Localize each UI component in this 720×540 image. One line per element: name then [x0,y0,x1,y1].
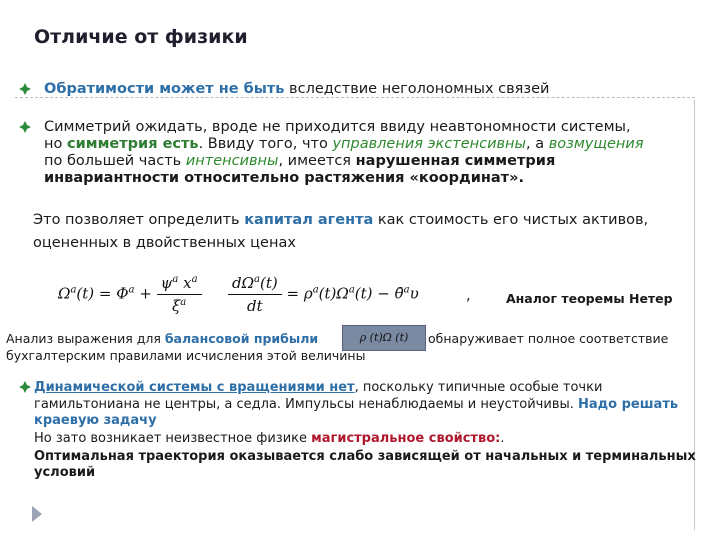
diamond-bullet-icon [18,82,32,96]
balance-profit-term: балансовой прибыли [164,331,319,346]
text-fragment: гамильтониана не центры, а седла. Импульсы ненаблюдаемы и неустойчивы. [34,397,579,412]
bullet-reversibility [44,81,549,98]
reversibility-term: Обратимости может не быть [44,81,285,97]
capital-formula: $\Omega^a(t) = \Phi^a$ + $\frac{\psi^a x^a}{\xi^a}$ [58,274,202,315]
no-rotations-term: Динамической системы с вращениями нет [34,380,355,395]
intensive-term: интенсивны [185,153,279,169]
dynamics-line-1 [34,380,602,396]
dynamics-line-5: Оптимальная траектория оказывается слабо зависящей от начальных и терминальных [34,449,696,464]
dynamics-line-4 [34,431,504,447]
text-fragment: как стоимость его чистых активов, [373,212,649,228]
agent-capital-term: капитал агента [244,212,374,228]
diamond-bullet-icon [18,380,32,394]
text-fragment: , имеется [278,153,356,169]
text-fragment: . [500,431,505,446]
dynamics-line-2 [34,397,678,413]
page-title: Отличие от физики [34,26,248,48]
text-fragment: по большей часть [44,153,186,169]
turnpike-property-term: магистральное свойство: [311,431,501,446]
boundary-problem-term: Надо решать [578,397,679,412]
next-slide-icon[interactable] [32,506,42,522]
derivative-fraction: $\frac{d\Omega^a(t)}{dt}$ [228,274,282,315]
right-frame-line [694,100,695,530]
broken-symmetry-term: нарушенная симметрия [355,153,556,169]
symmetry-line-2 [44,136,644,153]
capital-line-2: оцененных в двойственных ценах [33,235,296,251]
text-fragment: , а [525,136,549,152]
perturbations-term: возмущения [548,136,644,152]
nonholonomic-text: вследствие неголономных связей [284,81,550,97]
text-fragment: , поскольку типичные особые точки [354,380,603,395]
text-fragment: Это позволяет определить [33,212,245,228]
text-fragment: но [44,136,67,152]
formula-comma: , [466,288,471,304]
dynamics-line-3: краевую задачу [34,413,157,428]
capital-dynamics-formula: $\frac{d\Omega^a(t)}{dt}$ = $\rho^a(t)\Omega^a(t)$ − θ̄$^a$υ [228,274,419,315]
text-fragment: Но зато возникает неизвестное физике [34,431,312,446]
analysis-line-2: бухгалтерским правилами исчисления этой величины [6,348,366,363]
text-fragment: Анализ выражения для [6,331,165,346]
dynamics-line-6: условий [34,465,96,480]
symmetry-exists-term: симметрия есть [66,136,199,152]
noether-analog-label: Аналог теоремы Нетер [506,291,673,306]
capital-fraction: $\frac{\psi^a x^a}{\xi^a}$ [157,274,202,315]
text-fragment: . Ввиду того, что [198,136,333,152]
capital-line-1 [33,212,648,229]
profit-formula-box: ρ (t)Ω (t) [342,325,426,351]
analysis-line-1-end: обнаруживает полное соответствие [428,331,669,346]
extensive-controls-term: управления экстенсивны [332,136,526,152]
symmetry-line-1: Симметрий ожидать, вроде не приходится ввиду неавтономности системы, [44,119,631,135]
analysis-line-1 [6,331,318,346]
symmetry-line-3 [44,153,555,170]
diamond-bullet-icon [18,120,32,134]
symmetry-line-4: инвариантности относительно растяжения «координат». [44,170,524,186]
